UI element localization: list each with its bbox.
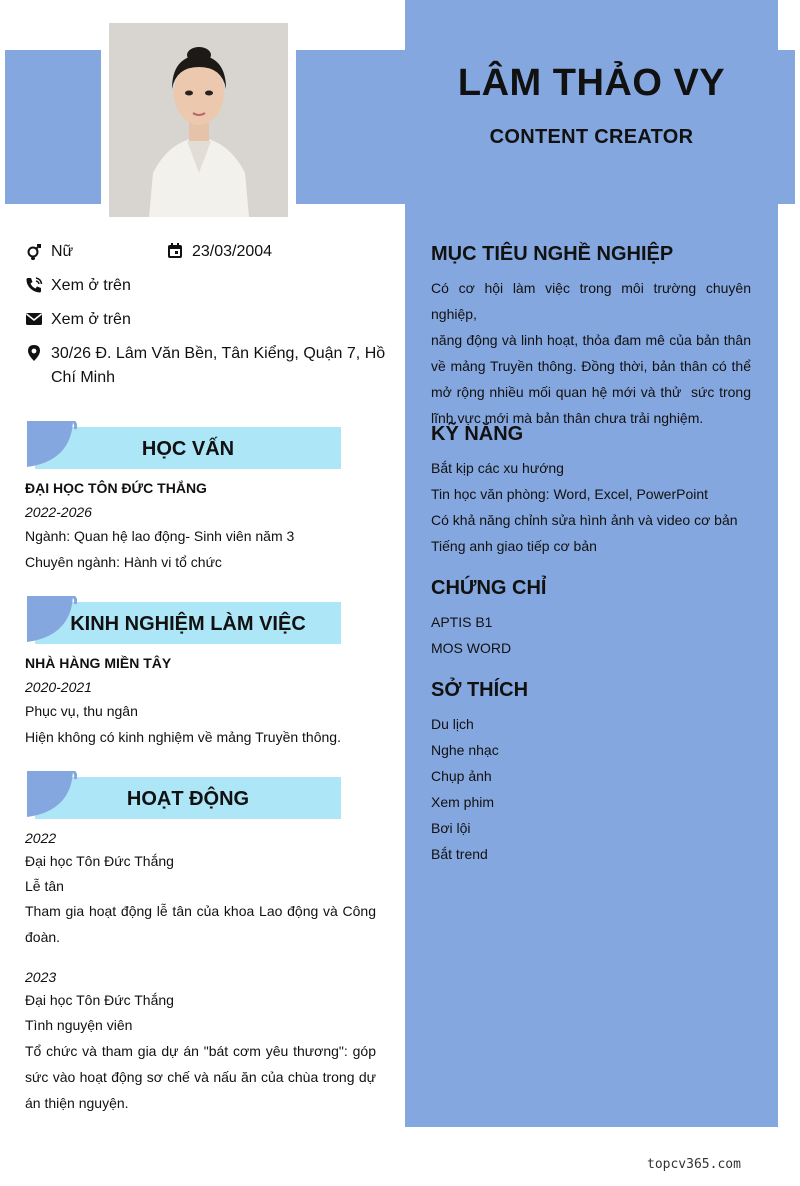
activity-description — [25, 898, 376, 950]
phone-info — [25, 274, 325, 298]
skill-item: Bắt kịp các xu hướng — [431, 460, 564, 476]
address-info — [25, 342, 385, 392]
education-major: Ngành: Quan hệ lao động- Sinh viên năm 3 — [25, 528, 295, 544]
candidate-name: LÂM THẢO VY — [457, 62, 726, 104]
certificates-heading: CHỨNG CHỈ — [431, 577, 547, 599]
dob-info — [166, 240, 366, 264]
activity-year: 2022 — [25, 830, 57, 846]
skill-item: Có khả năng chỉnh sửa hình ảnh và video cơ bản — [431, 512, 738, 528]
hobby-item: Bắt trend — [431, 846, 488, 862]
gender-value: Nữ — [51, 243, 74, 260]
phone-value: Xem ở trên — [51, 277, 131, 294]
objective-line: về mảng Truyền thông. Đồng thời, bản thân có thể — [431, 358, 751, 374]
activity-role: Tình nguyện viên — [25, 1017, 133, 1033]
gender-icon — [25, 242, 43, 260]
activity-desc-line: sức vào hoạt động sơ chế và nấu ăn của chùa trong dự — [25, 1069, 376, 1085]
activities-heading-label: HOẠT ĐỘNG — [126, 788, 250, 810]
calendar-icon — [166, 242, 184, 260]
activities-heading — [25, 771, 341, 819]
activity-desc-line: Tham gia hoạt động lễ tân của khoa Lao động và Công — [25, 903, 376, 919]
hobby-item: Du lịch — [431, 716, 474, 732]
profile-photo — [109, 23, 288, 217]
education-school: ĐẠI HỌC TÔN ĐỨC THẮNG — [25, 480, 207, 496]
experience-heading — [25, 596, 341, 644]
activity-desc-line: đoàn. — [25, 929, 61, 945]
objective-text — [431, 275, 751, 431]
header-band-right — [776, 50, 795, 204]
gender-info — [25, 240, 165, 264]
education-heading-label: HỌC VẤN — [141, 438, 235, 460]
hobbies-heading: SỞ THÍCH — [431, 679, 529, 701]
experience-company: NHÀ HÀNG MIỀN TÂY — [25, 655, 172, 671]
education-period: 2022-2026 — [25, 504, 92, 520]
hobby-item: Bơi lội — [431, 820, 471, 836]
activity-desc-line: án thiện nguyện. — [25, 1095, 129, 1111]
hobby-item: Nghe nhạc — [431, 742, 499, 758]
objective-line: lĩnh vực mới mà bản thân chưa trải nghiệm. — [431, 410, 704, 426]
education-heading — [25, 421, 365, 469]
hobby-item: Xem phim — [431, 794, 495, 810]
objective-line: Có cơ hội làm việc trong môi trường chuyên nghiệp, — [431, 280, 751, 322]
objective-line: năng động và linh hoạt, thỏa đam mê của bản thân — [431, 332, 751, 348]
header-band-middle — [296, 50, 406, 204]
candidate-title: CONTENT CREATOR — [489, 126, 694, 148]
activity-desc-line: Tổ chức và tham gia dự án "bát cơm yêu thương": góp — [25, 1043, 376, 1059]
email-info — [25, 308, 325, 332]
footer-watermark: topcv365.com — [647, 1157, 741, 1172]
certificate-item: MOS WORD — [431, 640, 512, 656]
right-column — [405, 0, 778, 1127]
experience-note: Hiện không có kinh nghiệm về mảng Truyền thông. — [25, 729, 341, 745]
address-line-2: Chí Minh — [51, 369, 116, 386]
email-icon — [25, 310, 43, 328]
certificate-item: APTIS B1 — [431, 614, 493, 630]
skill-item: Tiếng anh giao tiếp cơ bản — [431, 538, 597, 554]
email-value: Xem ở trên — [51, 311, 131, 328]
skill-item: Tin học văn phòng: Word, Excel, PowerPoint — [431, 486, 709, 502]
experience-role: Phục vụ, thu ngân — [25, 703, 138, 719]
activity-description — [25, 1038, 376, 1116]
address-line-1: 30/26 Đ. Lâm Văn Bền, Tân Kiểng, Quận 7, Hồ — [51, 345, 386, 362]
activity-role: Lễ tân — [25, 878, 64, 894]
activity-org: Đại học Tôn Đức Thắng — [25, 853, 174, 869]
education-specialization: Chuyên ngành: Hành vi tổ chức — [25, 554, 222, 570]
objective-heading: MỤC TIÊU NGHỀ NGHIỆP — [431, 243, 674, 265]
header-band-left — [5, 50, 101, 204]
skills-heading: KỸ NĂNG — [431, 423, 524, 445]
experience-period: 2020-2021 — [25, 679, 92, 695]
experience-heading-label: KINH NGHIỆM LÀM VIỆC — [70, 613, 306, 635]
dob-value: 23/03/2004 — [192, 243, 273, 260]
phone-icon — [25, 276, 43, 294]
location-icon — [25, 344, 43, 362]
objective-line: mở rộng nhiều mối quan hệ mới và thử sức trong — [431, 384, 751, 400]
activity-org: Đại học Tôn Đức Thắng — [25, 992, 174, 1008]
hobby-item: Chụp ảnh — [431, 768, 492, 784]
activity-year: 2023 — [25, 969, 57, 985]
